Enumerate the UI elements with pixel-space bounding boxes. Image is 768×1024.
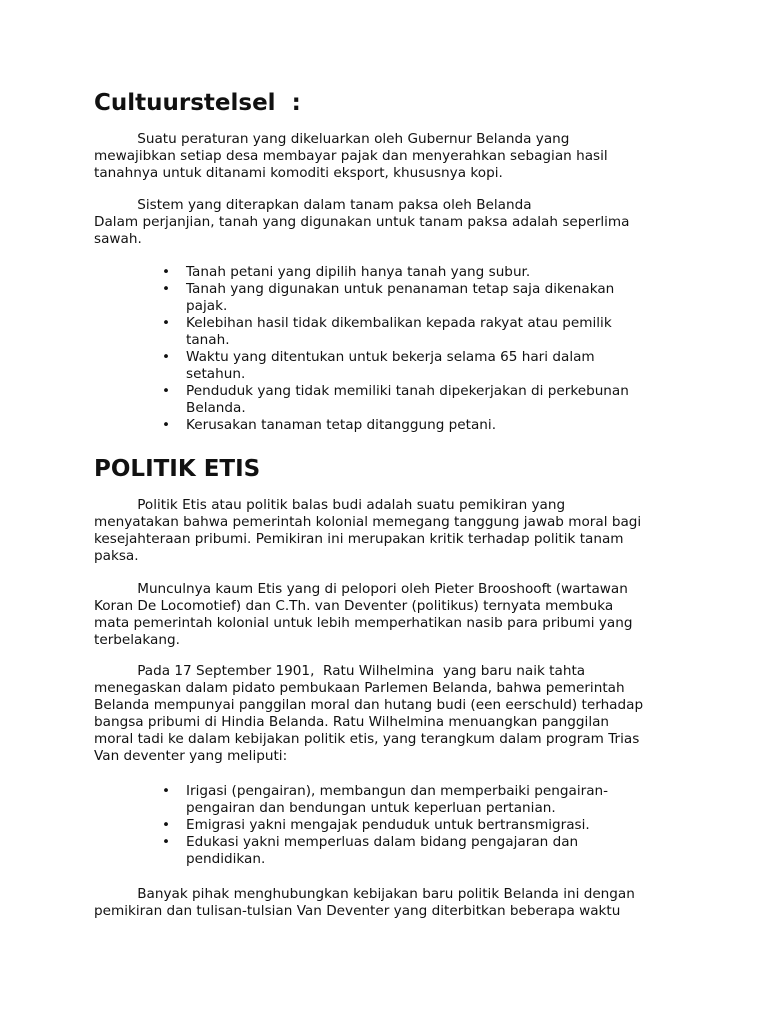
text-line: sawah. (94, 231, 142, 247)
text-line: mata pemerintah kolonial untuk lebih memperhatikan nasib para pribumi yang (94, 615, 633, 631)
text-line: paksa. (94, 548, 139, 564)
text-line: terbelakang. (94, 632, 180, 648)
text-line: moral tadi ke dalam kebijakan politik etis, yang terangkum dalam program Trias (94, 731, 640, 747)
text-line: tanahnya untuk ditanami komoditi eksport, khususnya kopi. (94, 165, 503, 181)
bullet-list-trias (94, 783, 674, 868)
list-item (94, 417, 656, 434)
list-item-text: • Kelebihan hasil tidak dikembalikan kepada rakyat atau pemilik (186, 315, 612, 331)
list-item-text: • Kerusakan tanaman tetap ditanggung petani. (186, 417, 497, 433)
list-item (94, 315, 656, 349)
list-item (94, 281, 656, 315)
list-item (94, 349, 656, 383)
text-line: Politik Etis atau politik balas budi adalah suatu pemikiran yang (94, 497, 566, 513)
list-item-text: • Tanah yang digunakan untuk penanaman tetap saja dikenakan (186, 281, 615, 297)
list-item-text: • Waktu yang ditentukan untuk bekerja selama 65 hari dalam (186, 349, 595, 365)
list-item-text: • Tanah petani yang dipilih hanya tanah yang subur. (186, 264, 531, 280)
list-item-text: pajak. (186, 298, 228, 314)
paragraph-wilhelmina (94, 663, 674, 765)
text-line: Sistem yang diterapkan dalam tanam paksa oleh Belanda (94, 197, 532, 213)
list-item-text: • Edukasi yakni memperluas dalam bidang pengajaran dan (186, 834, 579, 850)
text-line: Koran De Locomotief) dan C.Th. van Deventer (politikus) ternyata membuka (94, 598, 614, 614)
list-item-text: setahun. (186, 366, 246, 382)
list-item (94, 834, 656, 868)
heading-politik-etis: POLITIK ETIS (94, 456, 261, 482)
list-item-text: pendidikan. (186, 851, 266, 867)
list-item-text: tanah. (186, 332, 230, 348)
paragraph-definition (94, 131, 674, 182)
text-line: Munculnya kaum Etis yang di pelopori oleh Pieter Brooshooft (wartawan (94, 581, 628, 597)
text-line: Dalam perjanjian, tanah yang digunakan untuk tanam paksa adalah seperlima (94, 214, 630, 230)
paragraph-politik-etis (94, 497, 674, 565)
text-line: menyatakan bahwa pemerintah kolonial memegang tanggung jawab moral bagi (94, 514, 642, 530)
text-line: pemikiran dan tulisan-tulsian Van Deventer yang diterbitkan beberapa waktu (94, 903, 621, 919)
paragraph-kaum-etis (94, 581, 674, 649)
bullet-list-rules (94, 264, 674, 434)
text-line: Banyak pihak menghubungkan kebijakan baru politik Belanda ini dengan (94, 886, 635, 902)
heading-cultuurstelsel: Cultuurstelsel : (94, 90, 301, 116)
list-item-text: • Irigasi (pengairan), membangun dan memperbaiki pengairan- (186, 783, 609, 799)
paragraph-van-deventer (94, 886, 674, 920)
list-item (94, 383, 656, 417)
text-line: Pada 17 September 1901, Ratu Wilhelmina yang baru naik tahta (94, 663, 586, 679)
list-item-text: • Penduduk yang tidak memiliki tanah dipekerjakan di perkebunan (186, 383, 629, 399)
list-item-text: Belanda. (186, 400, 246, 416)
text-line: Van deventer yang meliputi: (94, 748, 288, 764)
list-item (94, 817, 656, 834)
list-item (94, 783, 656, 817)
list-item-text: pengairan dan bendungan untuk keperluan pertanian. (186, 800, 556, 816)
text-line: mewajibkan setiap desa membayar pajak dan menyerahkan sebagian hasil (94, 148, 608, 164)
text-line: Belanda mempunyai panggilan moral dan hutang budi (een eerschuld) terhadap (94, 697, 644, 713)
text-line: menegaskan dalam pidato pembukaan Parlemen Belanda, bahwa pemerintah (94, 680, 625, 696)
list-item (94, 264, 656, 281)
paragraph-system (94, 197, 674, 248)
text-line: Suatu peraturan yang dikeluarkan oleh Gubernur Belanda yang (94, 131, 570, 147)
text-line: bangsa pribumi di Hindia Belanda. Ratu Wilhelmina menuangkan panggilan (94, 714, 610, 730)
text-line: kesejahteraan pribumi. Pemikiran ini merupakan kritik terhadap politik tanam (94, 531, 624, 547)
list-item-text: • Emigrasi yakni mengajak penduduk untuk bertransmigrasi. (186, 817, 590, 833)
